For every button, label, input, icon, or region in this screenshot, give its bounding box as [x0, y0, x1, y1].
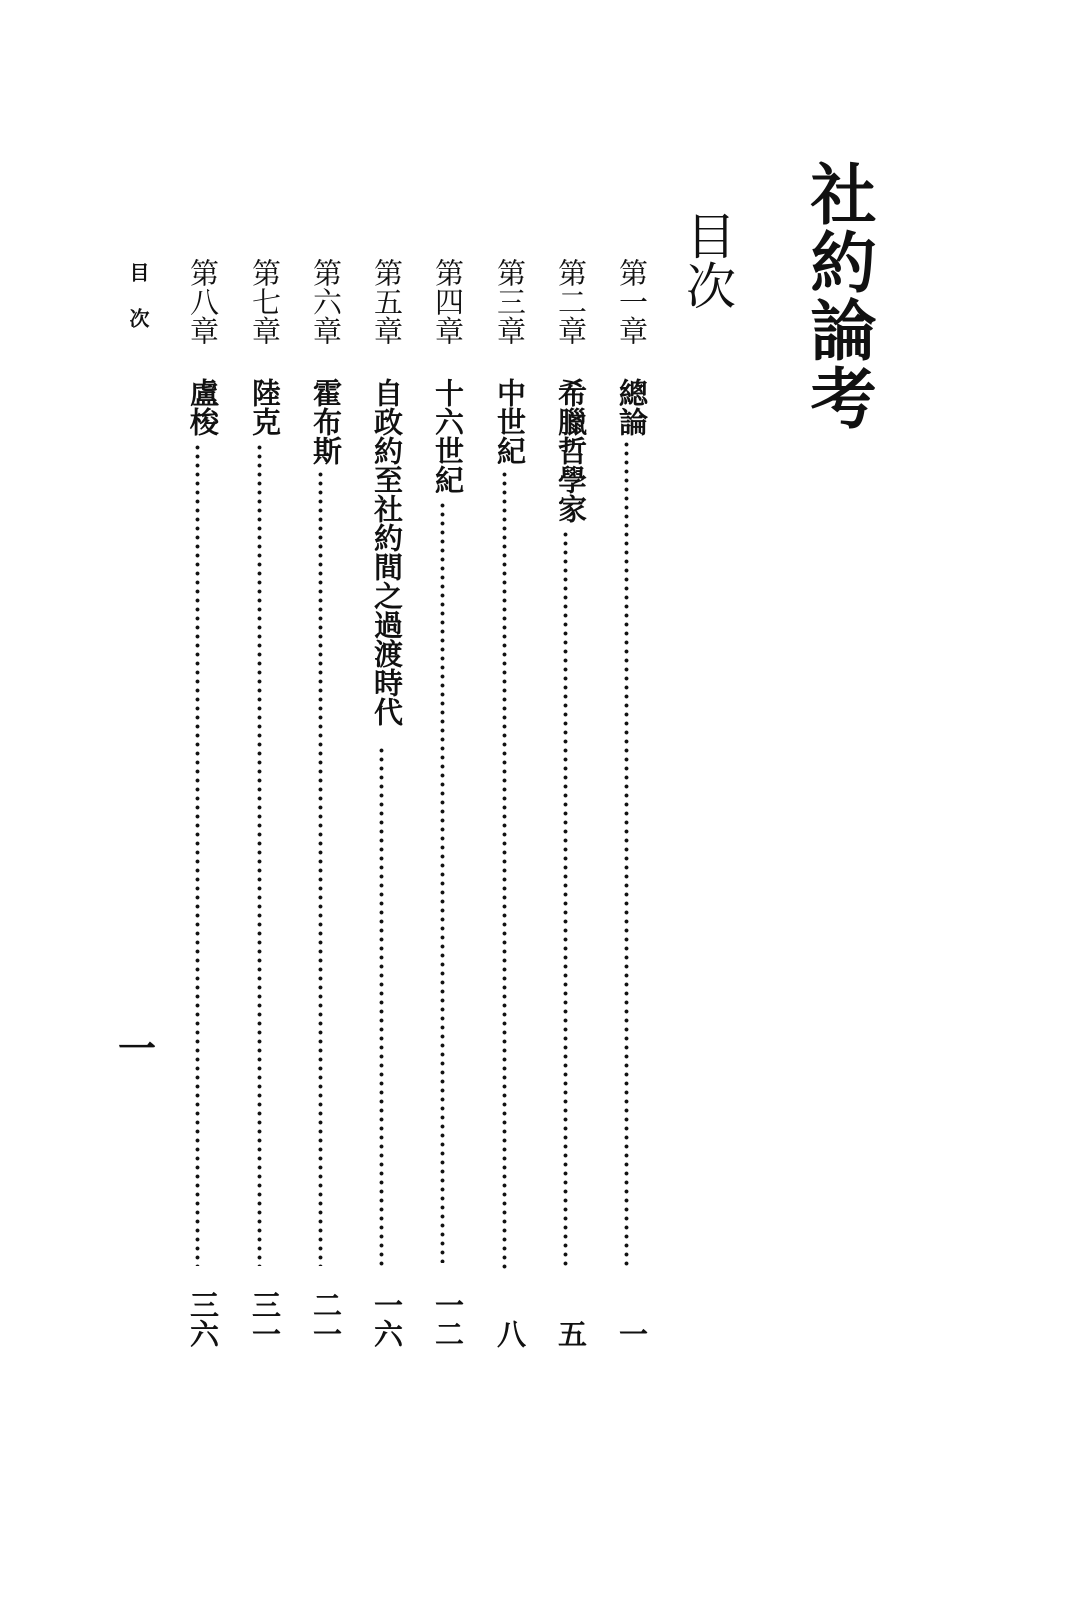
- dot-leader: [624, 440, 629, 1266]
- chapter-title: 總論: [615, 378, 649, 436]
- chapter-title: 自政約至社約間之過渡時代: [370, 378, 404, 726]
- chapter-title: 盧梭: [186, 378, 220, 436]
- dot-leader: [502, 470, 507, 1272]
- chapter-number: 第七章: [248, 258, 282, 345]
- toc-heading: 目次: [678, 210, 736, 310]
- chapter-number: 第二章: [554, 258, 588, 345]
- chapter-number: 第八章: [186, 258, 220, 345]
- page-number: 一二: [431, 1290, 465, 1348]
- dot-leader: [318, 470, 323, 1266]
- chapter-title: 中世紀: [493, 378, 527, 465]
- chapter-number: 第六章: [309, 258, 343, 345]
- page-number: 三一: [248, 1290, 282, 1348]
- toc-entry[interactable]: [239, 258, 282, 1348]
- toc-entry[interactable]: [484, 258, 527, 1348]
- chapter-title: 霍布斯: [309, 378, 343, 465]
- book-title: 社約論考: [799, 160, 877, 432]
- page-folio: 一: [117, 1026, 156, 1071]
- chapter-number: 第五章: [370, 258, 404, 345]
- dot-leader: [563, 530, 568, 1270]
- page-number: 八: [493, 1319, 527, 1348]
- dot-leader: [257, 443, 262, 1266]
- chapter-title: 希臘哲學家: [554, 378, 588, 523]
- dot-leader: [195, 443, 200, 1266]
- chapter-title: 十六世紀: [431, 378, 465, 494]
- dot-leader: [379, 746, 384, 1266]
- page-number: 二一: [309, 1290, 343, 1348]
- page-number: 一: [615, 1319, 649, 1348]
- toc-entry[interactable]: [177, 258, 220, 1348]
- page-number: 五: [554, 1319, 588, 1348]
- chapter-number: 第三章: [493, 258, 527, 345]
- toc-entry[interactable]: [422, 258, 465, 1348]
- toc-entry[interactable]: [361, 258, 404, 1348]
- page-number: 一六: [370, 1290, 404, 1348]
- toc-entry[interactable]: [606, 258, 649, 1348]
- page-number: 三六: [186, 1290, 220, 1348]
- chapter-title: 陸克: [248, 378, 282, 436]
- chapter-number: 第四章: [431, 258, 465, 345]
- running-head: 目次: [126, 262, 150, 354]
- chapter-number: 第一章: [615, 258, 649, 345]
- toc-entry[interactable]: [545, 258, 588, 1348]
- toc-entry[interactable]: [300, 258, 343, 1348]
- dot-leader: [440, 501, 445, 1263]
